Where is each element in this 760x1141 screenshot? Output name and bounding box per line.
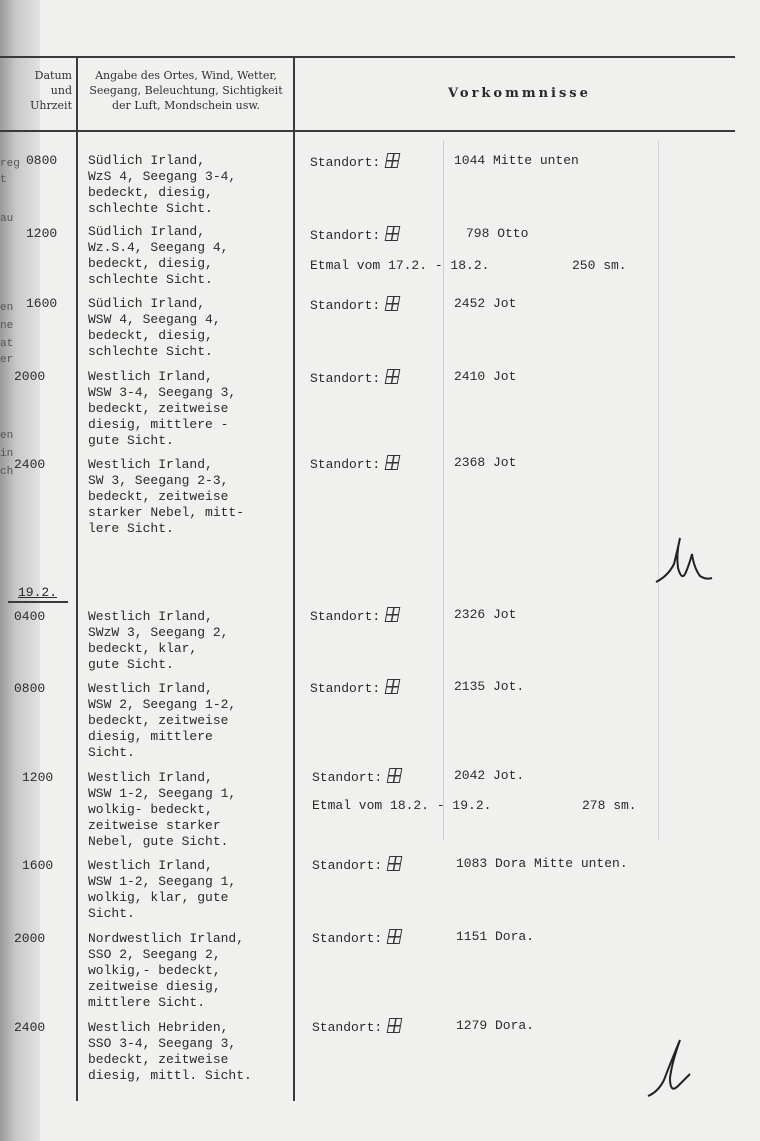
standort-label: Standort: — [312, 770, 383, 785]
entry-position: 2042 Jot. — [454, 768, 525, 783]
faint-column-line — [443, 140, 444, 840]
entry-time: 2000 — [14, 369, 46, 384]
entry-position: 2368 Jot — [454, 455, 517, 470]
entry-time: 1200 — [22, 770, 54, 785]
entry-place: Westlich Irland, WSW 3-4, Seegang 3, bedeckt, zeitweise diesig, mittlere - gute Sicht. — [88, 369, 237, 448]
grid-square-icon — [387, 768, 403, 783]
standort-label: Standort: — [312, 1020, 383, 1035]
header-place-label: Angabe des Ortes, Wind, Wetter, Seegang, Beleuchtung, Sichtigkeit der Luft, Mondschein usw. — [89, 69, 283, 112]
entry-place: Südlich Irland, WzS 4, Seegang 3-4, bedeckt, diesig, schlechte Sicht. — [88, 153, 237, 216]
entry-place: Nordwestlich Irland, SSO 2, Seegang 2, wolkig,- bedeckt, zeitweise diesig, mittlere Sicht. — [88, 931, 245, 1010]
standort — [310, 369, 399, 387]
entry-place: Westlich Irland, WSW 1-2, Seegang 1, wolkig- bedeckt, zeitweise starker Nebel, gute Sicht. — [88, 770, 237, 849]
page-binding-shadow — [0, 0, 40, 1141]
entry-position: 1151 Dora. — [456, 929, 535, 944]
etmal-label: Etmal vom 17.2. - 18.2. — [310, 258, 490, 273]
grid-square-icon — [387, 929, 403, 944]
entry-place: Südlich Irland, Wz.S.4, Seegang 4, bedeckt, diesig, schlechte Sicht. — [88, 224, 229, 287]
header-date-label: Datum und Uhrzeit — [30, 69, 72, 112]
margin-fragment: en — [0, 430, 14, 442]
etmal-distance: 278 sm. — [582, 798, 637, 813]
entry-time: 0800 — [14, 681, 46, 696]
entry-position: 1044 Mitte unten — [454, 153, 579, 168]
margin-fragment: en — [0, 302, 14, 314]
standort-label: Standort: — [312, 931, 383, 946]
signature-mark — [648, 524, 718, 594]
standort-label: Standort: — [312, 858, 383, 873]
margin-fragment: ch — [0, 466, 14, 478]
entry-position: 1083 Dora Mitte unten. — [456, 856, 628, 871]
grid-square-icon — [385, 226, 401, 241]
standort-label: Standort: — [310, 681, 381, 696]
grid-square-icon — [385, 153, 401, 168]
standort — [310, 455, 399, 473]
header-bottom-rule — [0, 130, 735, 132]
column-divider-2 — [293, 56, 295, 1101]
standort-label: Standort: — [310, 298, 381, 313]
entry-place: Westlich Hebriden, SSO 3-4, Seegang 3, bedeckt, zeitweise diesig, mittl. Sicht. — [88, 1020, 252, 1083]
grid-square-icon — [385, 369, 401, 384]
standort-label: Standort: — [310, 155, 381, 170]
entry-time: 0400 — [14, 609, 46, 624]
signature-mark — [640, 1034, 700, 1106]
standort — [310, 153, 399, 171]
entry-time: 1600 — [22, 858, 54, 873]
entry-place: Westlich Irland, WSW 2, Seegang 1-2, bedeckt, zeitweise diesig, mittlere Sicht. — [88, 681, 237, 760]
margin-fragment: t — [0, 174, 7, 186]
entry-position: 2452 Jot — [454, 296, 517, 311]
entry-position: 2326 Jot — [454, 607, 517, 622]
standort-label: Standort: — [310, 609, 381, 624]
standort — [312, 856, 401, 874]
entry-time: 2400 — [14, 457, 46, 472]
grid-square-icon — [387, 1018, 403, 1033]
faint-column-line-right — [658, 140, 659, 840]
standort — [312, 1018, 401, 1036]
entry-position: 2410 Jot — [454, 369, 517, 384]
margin-fragment: er — [0, 354, 14, 366]
etmal-label: Etmal vom 18.2. - 19.2. — [312, 798, 492, 813]
entry-position: 798 Otto — [466, 226, 529, 241]
grid-square-icon — [385, 607, 401, 622]
standort — [310, 226, 399, 244]
entry-place: Westlich Irland, SWzW 3, Seegang 2, bedeckt, klar, gute Sicht. — [88, 609, 229, 672]
entry-time: 2000 — [14, 931, 46, 946]
grid-square-icon — [385, 679, 401, 694]
date-underline — [8, 601, 68, 603]
entry-position: 1279 Dora. — [456, 1018, 535, 1033]
grid-square-icon — [385, 296, 401, 311]
header-events-label: Vorkommnisse — [448, 86, 591, 101]
entry-position: 2135 Jot. — [454, 679, 525, 694]
entry-time: 0800 — [26, 153, 58, 168]
entry-time: 1600 — [26, 296, 58, 311]
margin-fragment: reg — [0, 158, 20, 170]
entry-place: Westlich Irland, SW 3, Seegang 2-3, bedeckt, zeitweise starker Nebel, mitt- lere Sicht. — [88, 457, 245, 536]
standort — [312, 929, 401, 947]
margin-fragment: at — [0, 338, 14, 350]
standort — [310, 296, 399, 314]
margin-fragment: ne — [0, 320, 14, 332]
margin-fragment: in — [0, 448, 14, 460]
date-mark: 19.2. — [18, 585, 58, 600]
standort — [312, 768, 401, 786]
column-divider-1 — [76, 56, 78, 1101]
standort — [310, 607, 399, 625]
top-rule — [0, 56, 735, 58]
entry-place: Westlich Irland, WSW 1-2, Seegang 1, wolkig, klar, gute Sicht. — [88, 858, 237, 921]
entry-time: 2400 — [14, 1020, 46, 1035]
grid-square-icon — [387, 856, 403, 871]
standort — [310, 679, 399, 697]
entry-time: 1200 — [26, 226, 58, 241]
etmal-distance: 250 sm. — [572, 258, 627, 273]
standort-label: Standort: — [310, 457, 381, 472]
entry-place: Südlich Irland, WSW 4, Seegang 4, bedeckt, diesig, schlechte Sicht. — [88, 296, 221, 359]
standort-label: Standort: — [310, 228, 381, 243]
grid-square-icon — [385, 455, 401, 470]
margin-fragment: au — [0, 213, 14, 225]
standort-label: Standort: — [310, 371, 381, 386]
